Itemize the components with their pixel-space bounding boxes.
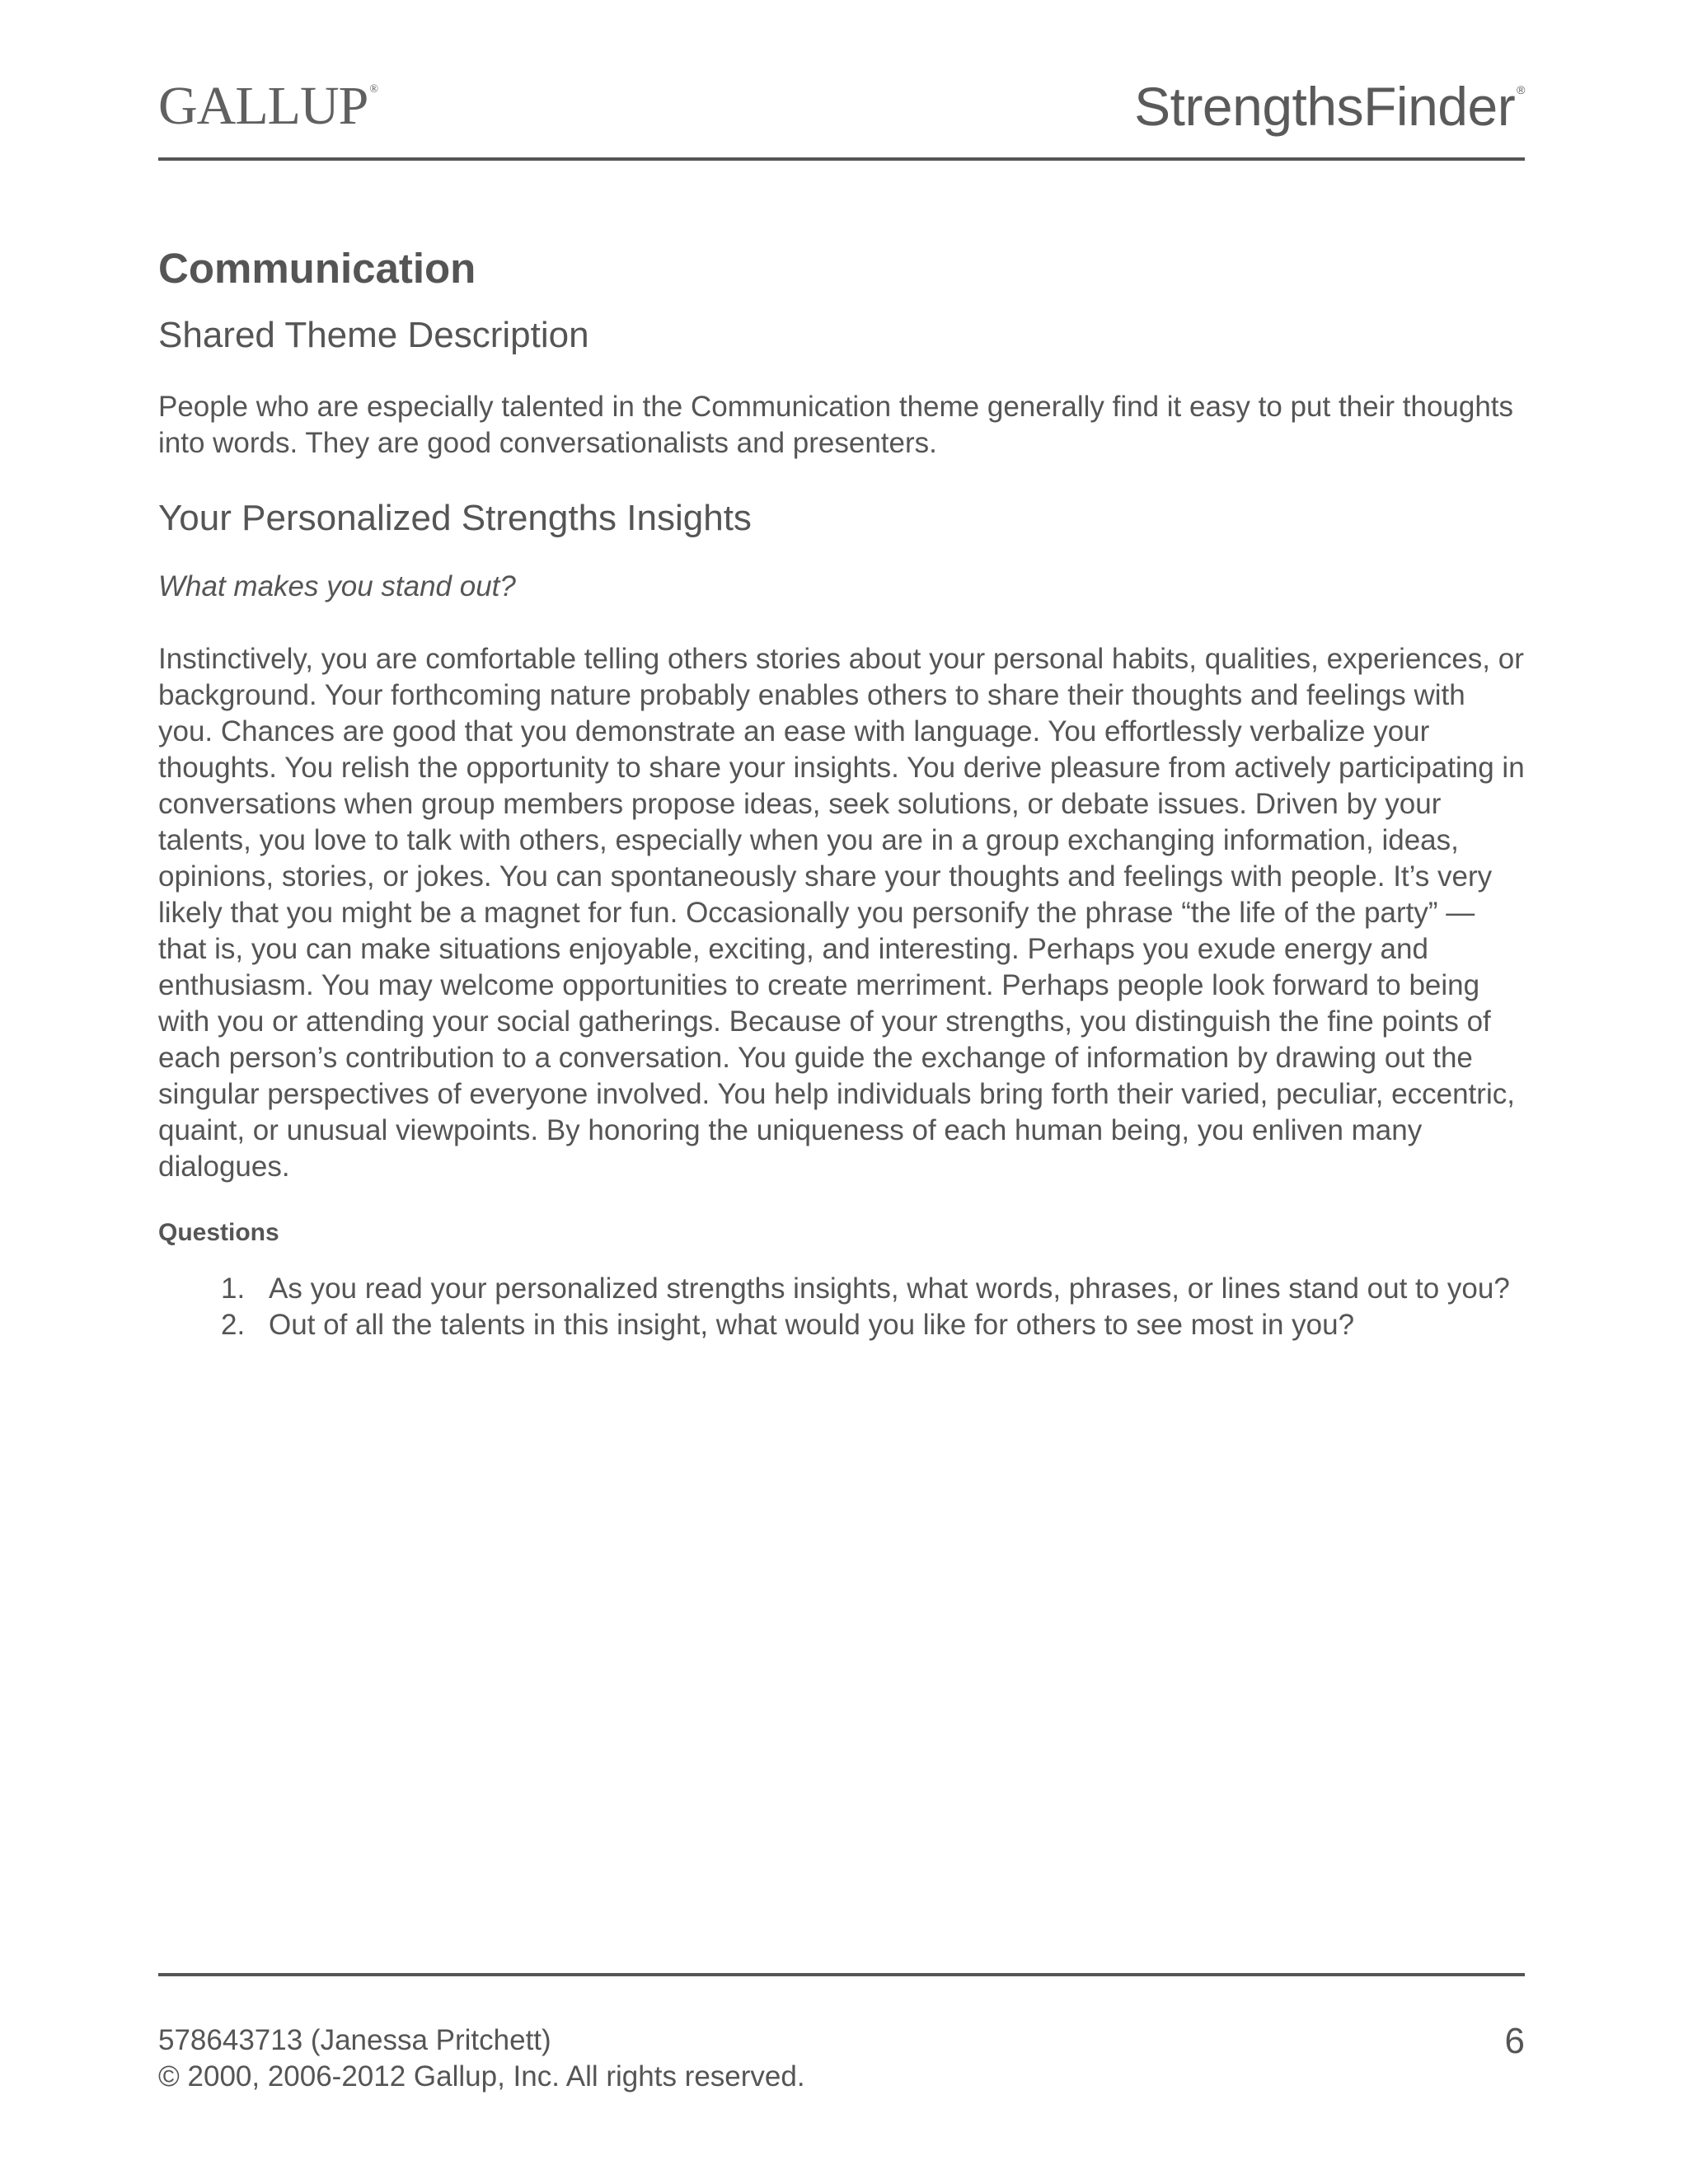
footer-info [158,2022,805,2095]
question-number: 2. [221,1309,246,1341]
footer-divider [158,1973,1525,1976]
question-text: As you read your personalized strengths insights, what words, phrases, or lines stand out to you? [269,1272,1510,1305]
question-number: 1. [221,1272,246,1305]
insights-text: Instinctively, you are comfortable telling others stories about your personal habits, qualities, experiences, or background. Your forthcoming nature probably enables others to share their thoughts and feelings with you. Chances are good that you demonstrate an ease with language. You effortlessly verbalize your thoughts. You relish the opportunity to share your insights. You derive pleasure from actively participating in conversations when group members propose ideas, seek solutions, or debate issues. Driven by your talents, you love to talk with others, especially when you are in a group exchanging information, ideas, opinions, stories, or jokes. You can spontaneously share your thoughts and feelings with people. It’s very likely that you might be a magnet for fun. Occasionally you personify the phrase “the life of the party” — that is, you can make situations enjoyable, exciting, and interesting. Perhaps you exude energy and enthusiasm. You may welcome opportunities to create merriment. Perhaps people look forward to being with you or attending your social gatherings. Because of your strengths, you distinguish the fine points of each person’s contribution to a conversation. You guide the exchange of information by drawing out the singular perspectives of everyone involved. You help individuals bring forth their varied, peculiar, eccentric, quaint, or unusual viewpoints. By honoring the uniqueness of each human being, you enliven many dialogues. [158,643,1525,1183]
question-item [158,1271,1525,1307]
registered-mark: ® [369,83,377,96]
footer-copyright: © 2000, 2006-2012 Gallup, Inc. All rights reserved. [158,2060,805,2093]
gallup-logo-text: GALLUP [158,76,368,136]
theme-title: Communication [158,245,476,292]
header-divider [158,157,1525,161]
main-content [158,239,1525,1343]
page-number: 6 [1504,2021,1525,2061]
strengthsfinder-logo-text: StrengthsFinder [1134,76,1516,137]
strengthsfinder-logo [1134,76,1525,137]
question-item [158,1307,1525,1343]
page-header [158,76,1525,162]
insights-heading: Your Personalized Strengths Insights [158,498,752,538]
shared-theme-heading: Shared Theme Description [158,315,589,355]
gallup-logo [158,76,377,136]
question-text: Out of all the talents in this insight, what would you like for others to see most in you? [269,1309,1355,1341]
footer-id-line: 578643713 (Janessa Pritchett) [158,2024,551,2056]
questions-label: Questions [158,1219,279,1246]
registered-mark: ® [1517,83,1525,96]
shared-theme-description: People who are especially talented in the Communication theme generally find it easy to put their thoughts into words. They are good conversationalists and presenters. [158,391,1514,459]
questions-list [158,1271,1525,1343]
stand-out-question: What makes you stand out? [158,570,516,602]
